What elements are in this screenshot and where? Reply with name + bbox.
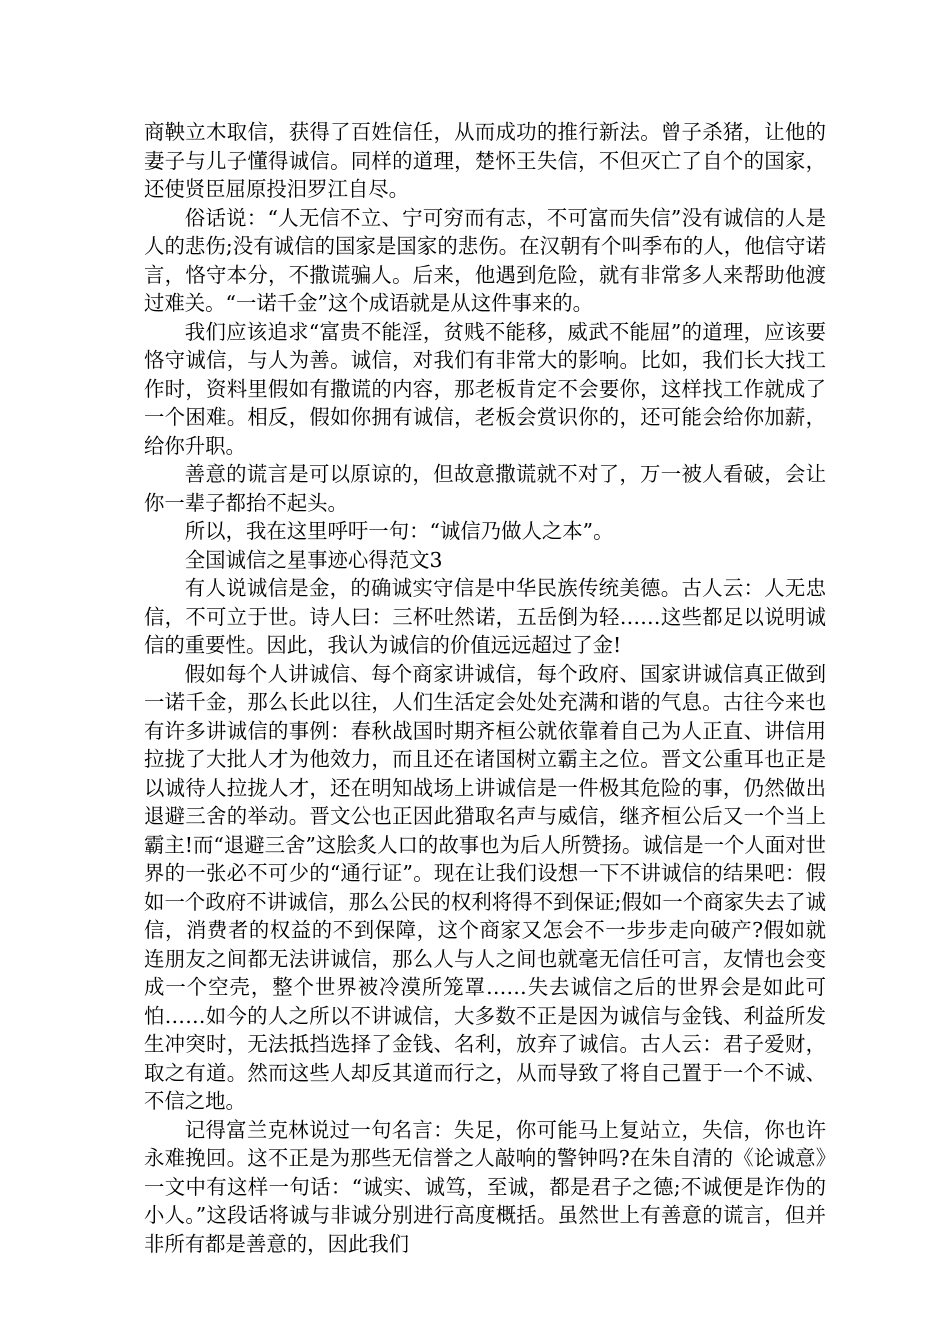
section-heading: 全国诚信之星事迹心得范文3 (184, 547, 443, 572)
document-body (144, 118, 826, 1258)
paragraph-6: 有人说诚信是金，的确诚实守信是中华民族传统美德。古人云：人无忠信，不可立于世。诗人曰：三杯吐然诺，五岳倒为轻……这些都足以说明诚信的重要性。因此，我认为诚信的价值远远超过了金! (144, 576, 826, 657)
paragraph-8: 记得富兰克林说过一句名言：失足，你可能马上复站立，失信，你也许永难挽回。这不正是为那些无信誉之人敲响的警钟吗?在朱自清的《论诚意》一文中有这样一句话：“诚实、诚笃，至诚，都是君子之德;不诚便是诈伪的小人。”这段话将诚与非诚分别进行高度概括。虽然世上有善意的谎言，但并非所有都是善意的，因此我们 (144, 1117, 826, 1256)
paragraph-4: 善意的谎言是可以原谅的，但故意撒谎就不对了，万一被人看破，会让你一辈子都抬不起头。 (144, 462, 826, 515)
paragraph-3: 我们应该追求“富贵不能淫，贫贱不能移，威武不能屈”的道理，应该要恪守诚信，与人为善。诚信，对我们有非常大的影响。比如，我们长大找工作时，资料里假如有撒谎的内容，那老板肯定不会要你，这样找工作就成了一个困难。相反，假如你拥有诚信，老板会赏识你的，还可能会给你加薪，给你升职。 (144, 319, 826, 458)
paragraph-7: 假如每个人讲诚信、每个商家讲诚信，每个政府、国家讲诚信真正做到一诺千金，那么长此以往，人们生活定会处处充满和谐的气息。古往今来也有许多讲诚信的事例：春秋战国时期齐桓公就依靠着自己为人正直、讲信用拉拢了大批人才为他效力，而且还在诸国树立霸主之位。晋文公重耳也正是以诚待人拉拢人才，还在明知战场上讲诚信是一件极其危险的事，仍然做出退避三舍的举动。晋文公也正因此猎取名声与威信，继齐桓公后又一个当上霸主!而“退避三舍”这脍炙人口的故事也为后人所赞扬。诚信是一个人面对世界的一张必不可少的“通行证”。现在让我们设想一下不讲诚信的结果吧：假如一个政府不讲诚信，那么公民的权利将得不到保证;假如一个商家失去了诚信，消费者的权益的不到保障，这个商家又怎会不一步步走向破产?假如就连朋友之间都无法讲诚信，那么人与人之间也就毫无信任可言，友情也会变成一个空壳，整个世界被冷漠所笼罩……失去诚信之后的世界会是如此可怕……如今的人之所以不讲诚信，大多数不正是因为诚信与金钱、利益所发生冲突时，无法抵挡选择了金钱、名利，放弃了诚信。古人云：君子爱财，取之有道。然而这些人却反其道而行之，从而导致了将自己置于一个不诚、不信之地。 (144, 661, 826, 1113)
paragraph-5: 所以，我在这里呼吁一句：“诚信乃做人之本”。 (184, 519, 614, 543)
paragraph-1: 商鞅立木取信，获得了百姓信任，从而成功的推行新法。曾子杀猪，让他的妻子与儿子懂得诚信。同样的道理，楚怀王失信，不但灭亡了自个的国家，还使贤臣屈原投汨罗江自尽。 (144, 120, 826, 201)
paragraph-2: 俗话说：“人无信不立、宁可穷而有志，不可富而失信”没有诚信的人是人的悲伤;没有诚信的国家是国家的悲伤。在汉朝有个叫季布的人，他信守诺言，恪守本分，不撒谎骗人。后来，他遇到危险，就有非常多人来帮助他渡过难关。“一诺千金”这个成语就是从这件事来的。 (144, 205, 826, 315)
